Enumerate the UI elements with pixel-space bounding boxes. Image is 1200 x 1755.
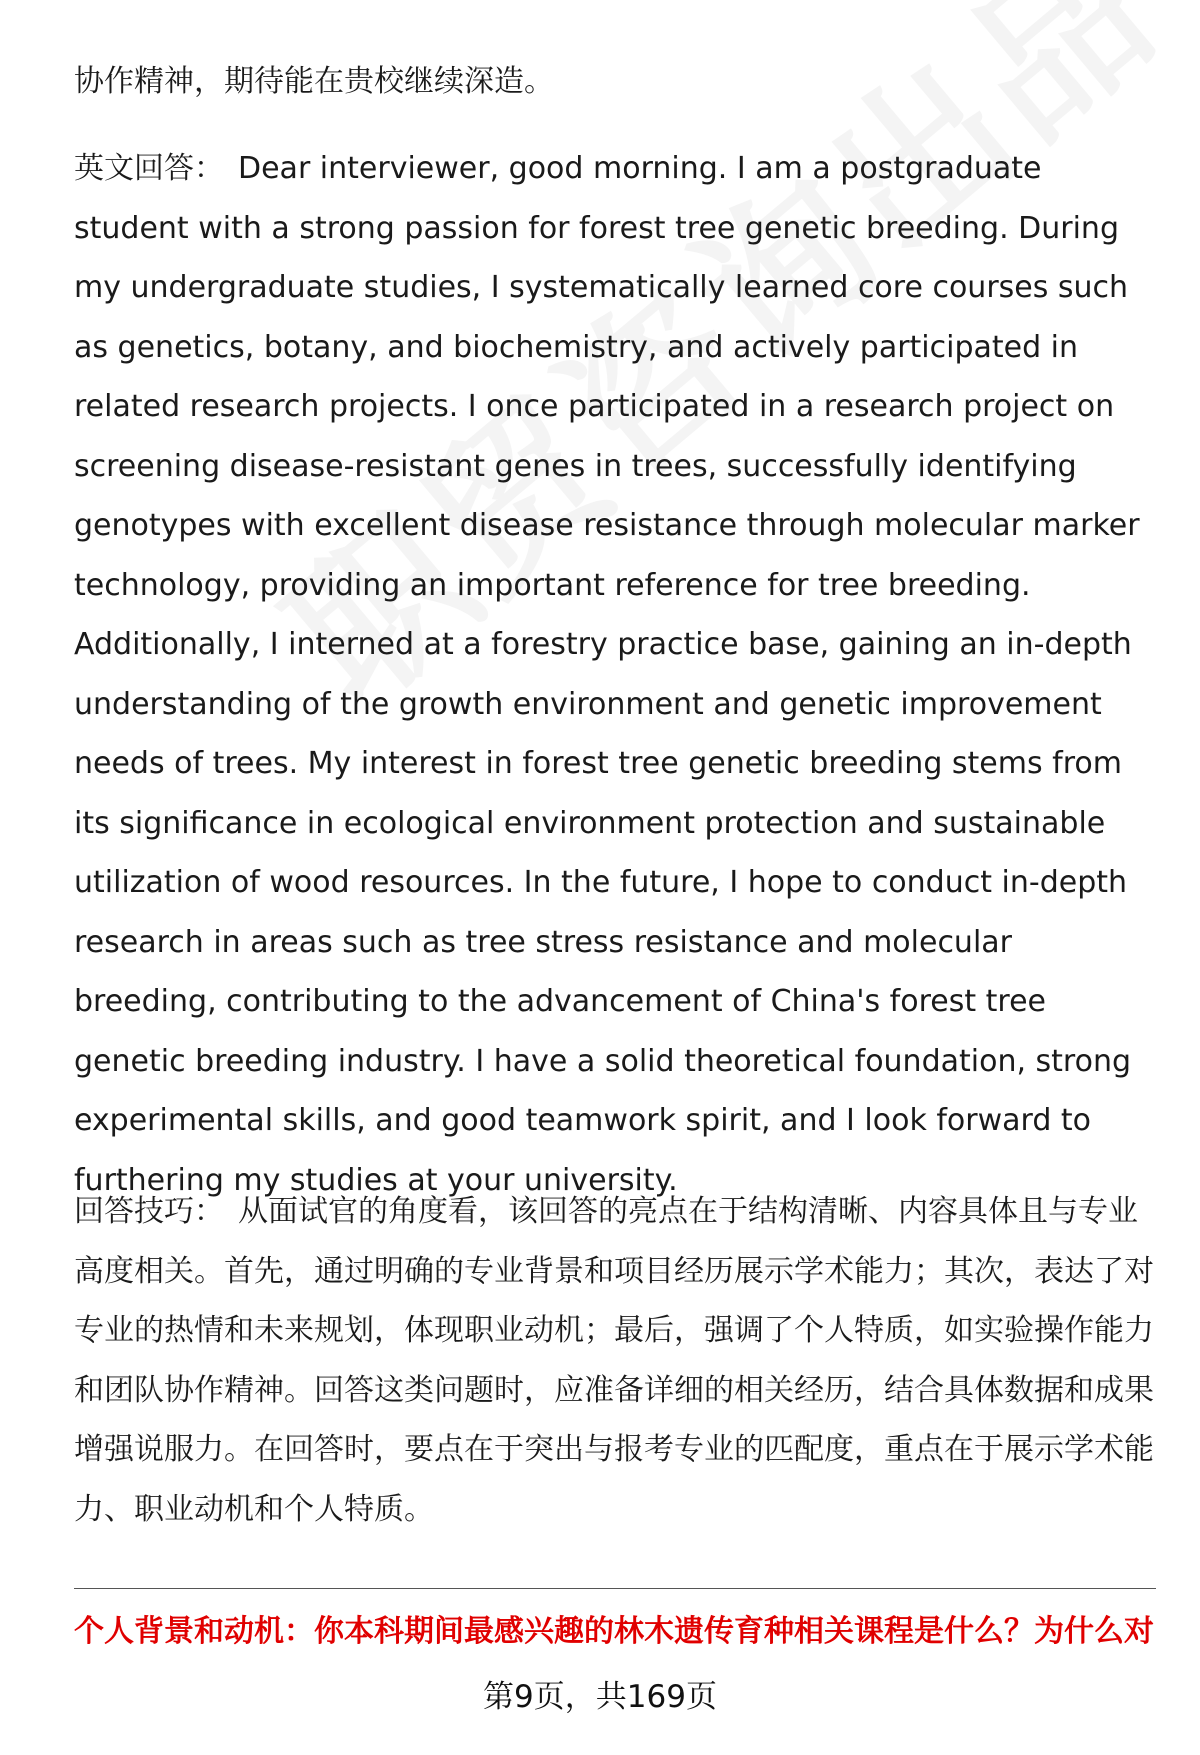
answer-tips-label: 回答技巧： [74,1194,224,1229]
english-answer-label: 英文回答： [74,151,224,186]
english-answer-text: Dear interviewer, good morning. I am a postgraduate student with a strong passion for forest tree genetic breeding. During my undergraduate studies, I systematically learned core courses such as genetics, botany, and biochemistry, and actively participated in related research projects. I once participated in a research project on screening disease-resistant genes in trees, successfully identifying genotypes with excellent disease resistance through molecular marker technology, providing an important reference for tree breeding. Additionally, I interned at a forestry practice base, gaining an in-depth understanding of the growth environment and genetic improvement needs of trees. My interest in forest tree genetic breeding stems from its significance in ecological environment protection and sustainable utilization of wood resources. In the future, I hope to conduct in-depth research in areas such as tree stress resistance and molecular breeding, contributing to the advancement of China's forest tree genetic breeding industry. I have a solid theoretical foundation, strong experimental skills, and good teamwork spirit, and I look forward to furthering my studies at your university. [74,151,1140,1198]
page-number: 第9页，共169页 [483,1679,717,1715]
intro-continuation-paragraph [74,52,1164,112]
section-divider [74,1588,1156,1589]
next-question-heading: 个人背景和动机：你本科期间最感兴趣的林木遗传育种相关课程是什么？为什么对 [74,1614,1154,1649]
answer-tips-paragraph [74,1182,1164,1539]
answer-tips-text: 从面试官的角度看，该回答的亮点在于结构清晰、内容具体且与专业高度相关。首先，通过明确的专业背景和项目经历展示学术能力；其次，表达了对专业的热情和未来规划，体现职业动机；最后，强调了个人特质，如实验操作能力和团队协作精神。回答这类问题时，应准备详细的相关经历，结合具体数据和成果增强说服力。在回答时，要点在于突出与报考专业的匹配度，重点在于展示学术能力、职业动机和个人特质。 [74,1194,1154,1527]
english-answer-paragraph [74,139,1164,1210]
intro-continuation-text: 协作精神，期待能在贵校继续深造。 [74,64,554,99]
